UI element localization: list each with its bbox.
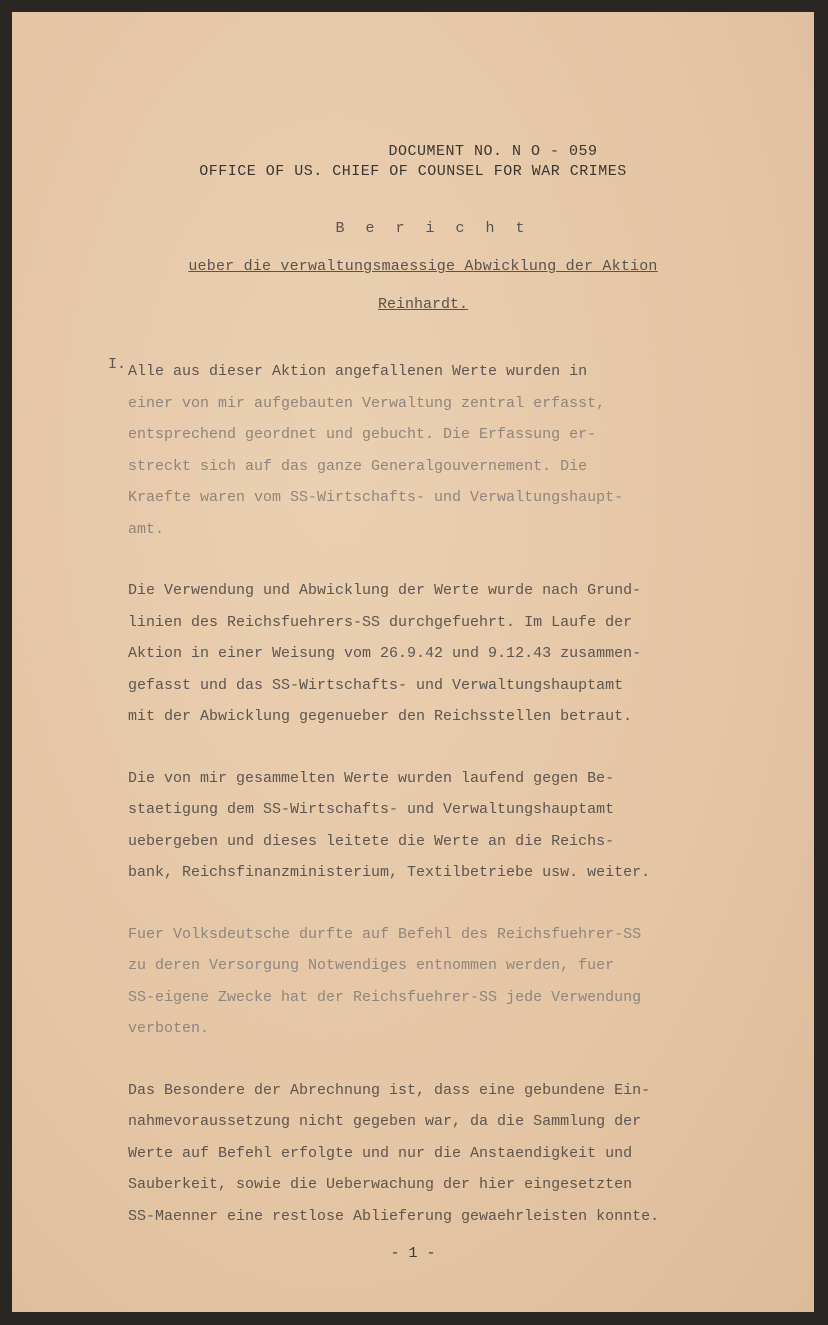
report-subtitle-line-1: ueber die verwaltungsmaessige Abwicklung der Aktion: [188, 258, 658, 275]
text-line: Aktion in einer Weisung vom 26.9.42 und 9.12.43 zusammen-: [128, 645, 642, 662]
paragraph-2: [108, 575, 748, 733]
text-line: mit der Abwicklung gegenueber den Reichsstellen betraut.: [128, 708, 633, 725]
document-body: [108, 356, 748, 1262]
text-line: Werte auf Befehl erfolgte und nur die Anstaendigkeit und: [128, 1144, 633, 1162]
text-line: entsprechend geordnet und gebucht. Die Erfassung er-: [128, 426, 597, 443]
text-line: Die Verwendung und Abwicklung der Werte wurde nach Grund-: [128, 582, 642, 599]
text-line: linien des Reichsfuehrers-SS durchgefuehrt. Im Laufe der: [128, 613, 633, 631]
text-line: zu deren Versorgung Notwendiges entnommen werden, fuer: [128, 957, 615, 974]
text-line: Die von mir gesammelten Werte wurden laufend gegen Be-: [128, 769, 615, 787]
page-number: - 1 -: [390, 1245, 436, 1262]
paragraph-1: [108, 356, 748, 545]
report-subtitle-line-2: Reinhardt.: [377, 296, 468, 313]
text-line: bank, Reichsfinanzministerium, Textilbetriebe usw. weiter.: [128, 864, 651, 881]
report-title: B e r i c h t: [335, 220, 531, 237]
text-line: gefasst und das SS-Wirtschafts- und Verwaltungshauptamt: [128, 676, 624, 694]
document-number: DOCUMENT NO. N O - 059: [388, 143, 598, 160]
text-line: Kraefte waren vom SS-Wirtschafts- und Verwaltungshaupt-: [128, 489, 624, 506]
text-line: streckt sich auf das ganze Generalgouvernement. Die: [128, 457, 588, 475]
section-number: I.: [108, 356, 127, 373]
text-line: staetigung dem SS-Wirtschafts- und Verwaltungshauptamt: [128, 801, 615, 818]
text-line: Das Besondere der Abrechnung ist, dass eine gebundene Ein-: [128, 1081, 651, 1099]
text-line: verboten.: [128, 1020, 210, 1037]
paragraph-4: [108, 919, 748, 1045]
text-line: Sauberkeit, sowie die Ueberwachung der hier eingesetzten: [128, 1176, 633, 1193]
paragraph-3: [108, 763, 748, 889]
office-line: OFFICE OF US. CHIEF OF COUNSEL FOR WAR CRIMES: [199, 163, 627, 180]
text-line: amt.: [128, 520, 165, 538]
text-line: Alle aus dieser Aktion angefallenen Werte wurden in: [128, 363, 588, 380]
text-line: nahmevoraussetzung nicht gegeben war, da die Sammlung der: [128, 1113, 642, 1130]
document-header: [12, 142, 814, 182]
text-line: SS-eigene Zwecke hat der Reichsfuehrer-SS jede Verwendung: [128, 988, 642, 1006]
document-page: [12, 12, 814, 1312]
text-line: einer von mir aufgebauten Verwaltung zentral erfasst,: [128, 394, 606, 412]
text-line: SS-Maenner eine restlose Ablieferung gewaehrleisten konnte.: [128, 1207, 660, 1225]
text-line: uebergeben und dieses leitete die Werte an die Reichs-: [128, 832, 615, 850]
paragraph-5: [108, 1075, 748, 1233]
text-line: Fuer Volksdeutsche durfte auf Befehl des Reichsfuehrer-SS: [128, 925, 642, 943]
